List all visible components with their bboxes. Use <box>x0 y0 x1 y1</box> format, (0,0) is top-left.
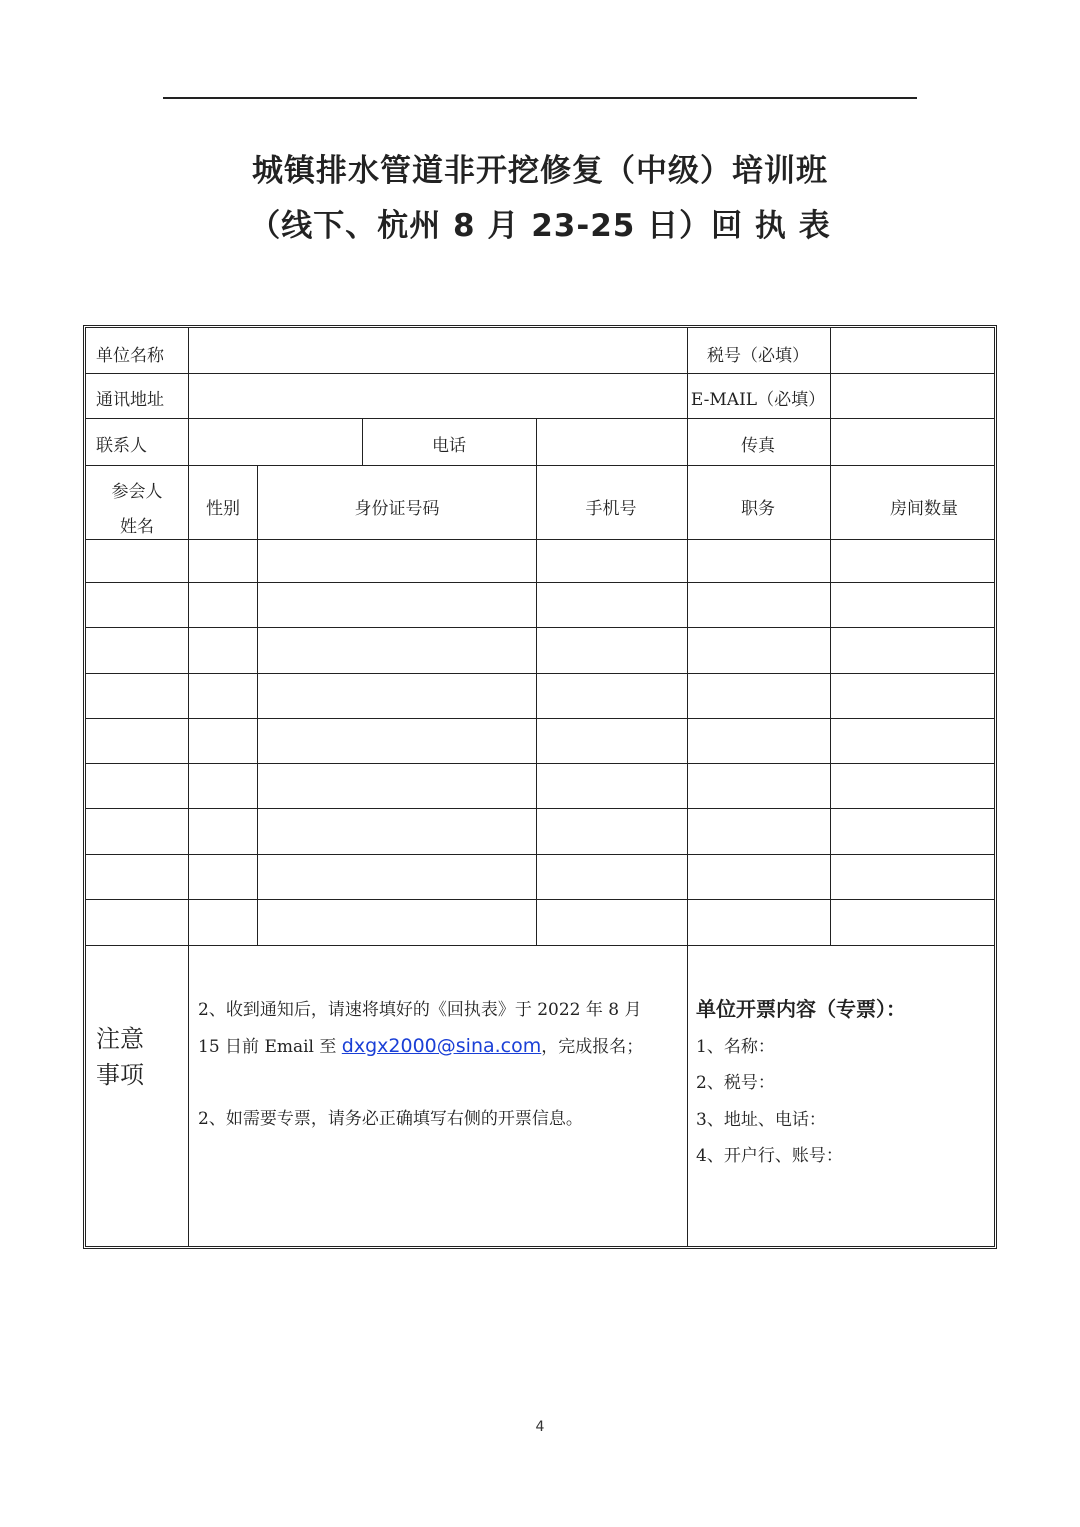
col-divider <box>687 328 688 1246</box>
phone-field[interactable] <box>541 422 686 464</box>
tax-id-field[interactable] <box>835 332 990 372</box>
row-divider <box>86 899 994 900</box>
gender-header: 性别 <box>206 499 240 519</box>
invoice-item-address-phone: 3、地址、电话： <box>696 1110 826 1130</box>
row-divider <box>86 763 994 764</box>
notes-label: 注意 事项 <box>96 1025 144 1089</box>
row-divider <box>86 418 994 419</box>
registration-form-table <box>83 325 997 1249</box>
col-divider <box>362 418 363 465</box>
position-header: 职务 <box>741 499 775 519</box>
email-label: E-MAIL（必填） <box>690 390 826 410</box>
notes-item1-line1: 2、收到通知后，请速将填好的《回执表》于 2022 年 8 月 <box>198 1000 642 1020</box>
participant-header-line2: 姓名 <box>120 517 154 537</box>
id-number-header: 身份证号码 <box>354 499 440 519</box>
page-number: 4 <box>535 1419 545 1435</box>
col-divider <box>257 465 258 945</box>
email-field[interactable] <box>835 377 990 417</box>
address-field[interactable] <box>278 377 686 417</box>
row-divider <box>86 627 994 628</box>
fax-label: 传真 <box>741 436 775 456</box>
tax-id-label: 税号（必填） <box>707 346 809 366</box>
row-divider <box>86 718 994 719</box>
row-divider <box>86 945 994 946</box>
phone-label: 电话 <box>432 436 466 456</box>
fax-field[interactable] <box>835 422 990 464</box>
invoice-title: 单位开票内容（专票）： <box>696 997 906 1021</box>
unit-name-label: 单位名称 <box>96 346 164 366</box>
col-divider <box>536 418 537 945</box>
notes-item1-line2: 15 日前 Email 至 dxgx2000@sina.com，完成报名； <box>198 1035 644 1057</box>
contact-field[interactable] <box>193 422 361 464</box>
unit-name-field[interactable] <box>278 332 686 372</box>
row-divider <box>86 582 994 583</box>
row-divider <box>86 373 994 374</box>
form-subtitle: （线下、杭州 8 月 23-25 日）回 执 表 <box>249 208 831 244</box>
header-rule <box>163 97 917 99</box>
invoice-item-tax-id: 2、税号： <box>696 1073 775 1093</box>
contact-label: 联系人 <box>96 436 147 456</box>
form-title: 城镇排水管道非开挖修复（中级）培训班 <box>252 153 828 189</box>
row-divider <box>86 854 994 855</box>
row-divider <box>86 465 994 466</box>
invoice-item-name: 1、名称： <box>696 1037 775 1057</box>
row-divider <box>86 539 994 540</box>
participant-header-line1: 参会人 <box>111 482 163 502</box>
address-label: 通讯地址 <box>96 390 164 410</box>
col-divider <box>830 328 831 945</box>
col-divider <box>188 328 189 1246</box>
notes-item2: 2、如需要专票，请务必正确填写右侧的开票信息。 <box>198 1109 583 1129</box>
mobile-header: 手机号 <box>585 499 637 519</box>
room-count-header: 房间数量 <box>890 499 958 519</box>
row-divider <box>86 808 994 809</box>
email-link[interactable]: dxgx2000@sina.com <box>341 1035 542 1057</box>
invoice-item-bank-account: 4、开户行、账号： <box>696 1146 843 1166</box>
row-divider <box>86 673 994 674</box>
